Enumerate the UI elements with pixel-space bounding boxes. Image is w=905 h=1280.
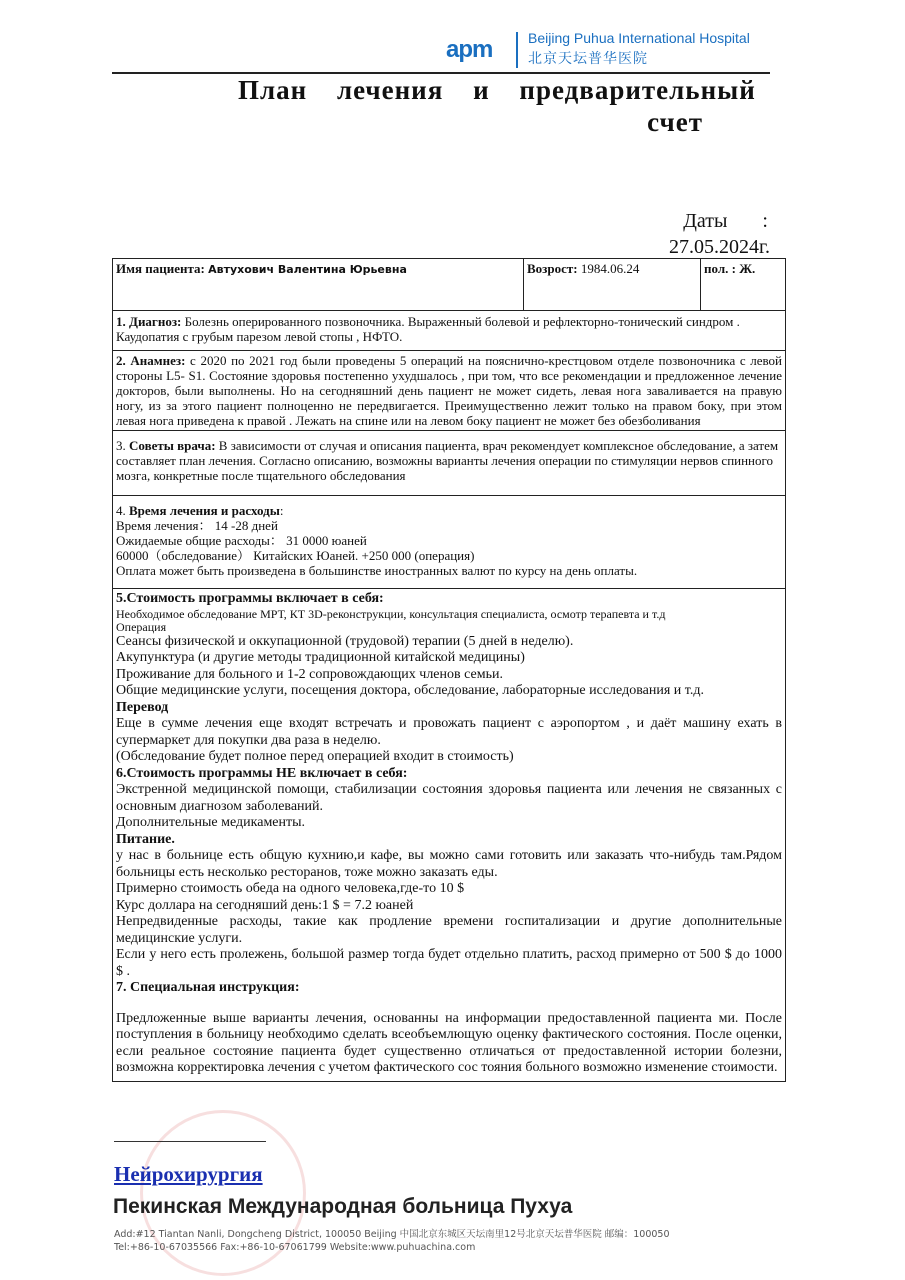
diagnosis-cell [113, 311, 786, 351]
includes-item-6: Общие медицинские услуги, посещения доктора, обследование, лабораторные исследования и т.д. [116, 683, 704, 698]
hospital-logo [446, 28, 776, 72]
advice-row [113, 431, 786, 496]
includes-item-1: Необходимое обследование МРТ, КТ 3D-реконструкции, консультация специалиста, осмотр терапевта и т.д [116, 606, 666, 621]
signature-line [114, 1141, 266, 1142]
advice-label: Советы врача: [129, 438, 216, 453]
transfer-text-2: (Обследование будет полное перед операцией входит в стоимость) [116, 749, 514, 764]
time-costs-line-3: 60000（обследование） Китайских Юаней. +250 000 (операция) [116, 548, 475, 563]
logo-name-en: Beijing Puhua International Hospital [528, 30, 750, 46]
anamnesis-label: 2. Анамнез: [116, 353, 186, 368]
diagnosis-row [113, 311, 786, 351]
patient-age-label: Возрост: [527, 261, 578, 276]
patient-name-cell [113, 259, 524, 311]
logo-mark: apm [446, 36, 493, 63]
advice-cell [113, 431, 786, 496]
footer-address: Add:#12 Tiantan Nanli, Dongcheng District, 100050 Beijing 中国北京东城区天坛南里12号北京天坛普华医院 邮编：100050 [114, 1229, 670, 1240]
time-costs-cell [113, 496, 786, 589]
includes-item-2: Операция [116, 619, 167, 634]
includes-item-5: Проживание для больного и 1-2 сопровождающих членов семьи. [116, 666, 503, 682]
footer-phone: Tel:+86-10-67035566 Fax:+86-10-67061799 Website:www.puhuachina.com [114, 1242, 476, 1253]
includes-item-3: Сеансы физической и оккупационной (трудовой) терапии (5 дней в неделю). [116, 633, 574, 649]
program-cell [113, 589, 786, 1082]
time-costs-heading: 4. Время лечения и расходы: [116, 503, 284, 518]
advice-num: 3. [116, 438, 126, 453]
food-text-4: Непредвиденные расходы, такие как продление времени госпитализации и другие дополнительные медицинские услуги. [116, 914, 782, 946]
logo-name-cn: 北京天坛普华医院 [528, 51, 648, 67]
excludes-label: 6.Стоимость программы НЕ включает в себя: [116, 765, 408, 781]
patient-name-label: Имя пациента: [116, 261, 205, 276]
time-costs-num: 4. [116, 503, 126, 518]
time-costs-line-2: Ожидаемые общие расходы： 31 0000 юаней [116, 533, 367, 548]
includes-item-4: Акупунктура (и другие методы традиционной китайской медицины) [116, 650, 525, 665]
food-text-3: Курс доллара на сегодняший день:1 $ = 7.2 юаней [116, 897, 414, 913]
time-costs-row [113, 496, 786, 589]
time-costs-label: Время лечения и расходы [129, 503, 280, 518]
department-name: Нейрохирургия [114, 1162, 263, 1186]
hospital-name-footer: Пекинская Международная больница Пухуа [113, 1195, 573, 1218]
time-costs-line-1: Время лечения： 14 -28 дней [116, 518, 278, 533]
title-line-1: План лечения и предварительный [238, 75, 756, 105]
food-text-5: Если у него есть пролежень, большой размер тогда будет отдельно платить, расход примерно от 500 $ до 1000 $ . [116, 947, 782, 979]
transfer-text-1: Еще в сумме лечения еще входят встречать и провожать пациент с аэропортом , и даёт машину ехать в супермаркет для покупки два раза в неделю. [116, 716, 782, 748]
logo-divider [516, 32, 518, 68]
patient-row [113, 259, 786, 311]
treatment-plan-table [112, 258, 786, 1082]
footer-contacts [114, 1228, 670, 1254]
diagnosis-label: 1. Диагноз: [116, 314, 182, 329]
patient-name-value: Автухович Валентина Юрьевна [208, 263, 407, 276]
excludes-item-2: Дополнительные медикаменты. [116, 815, 306, 830]
time-costs-line-4: Оплата может быть произведена в большинстве иностранных валют по курсу на день оплаты. [116, 563, 638, 578]
anamnesis-cell [113, 351, 786, 431]
date-label: Даты : [683, 210, 768, 232]
diagnosis-text: Болезнь оперированного позвоночника. Выраженный болевой и рефлекторно-тонический синдром . Каудопатия с грубым парезом левой стопы , НФТО. [116, 314, 740, 344]
patient-age-cell [524, 259, 701, 311]
patient-sex-cell [701, 259, 786, 311]
transfer-label: Перевод [116, 699, 169, 715]
document-title [238, 74, 773, 138]
food-label: Питание. [116, 831, 175, 847]
patient-age-value: 1984.06.24 [580, 261, 640, 276]
food-text-1: у нас в больнице есть общую кухнию,и кафе, вы можно сами готовить или заказать что-нибудь там.Рядом больницы есть несколько ресторанов, тоже можно заказать еды. [116, 848, 782, 880]
special-label: 7. Специальная инструкция: [116, 980, 300, 995]
includes-label: 5.Стоимость программы включает в себя: [116, 591, 384, 606]
date-value: 27.05.2024г. [669, 236, 770, 258]
food-text-2: Примерно стоимость обеда на одного человека,где-то 10 $ [116, 881, 465, 896]
excludes-item-1: Экстренной медицинской помощи, стабилизации состояния здоровья пациента или лечения не связанных с основным диагнозом заболеваний. [116, 782, 782, 814]
anamnesis-text: с 2020 по 2021 год были проведены 5 операций на пояснично-крестцовом отделе позвоночника с левой стороны L5- S1. Состояние здоровья постепенно ухудшалось , при том, что все рекомендации и предложенное лечение докторов, были выполнены. Но на сегодняшний день пациент не может сидеть, левая нога заваливается на правую ногу, из за этого пациент полноценно не передвигается. Преимущественно лежит только на правом боку, при этом левая нога приведена к правой . Лежать на спине или на левом боку пациент не может без обезболивания [116, 353, 783, 428]
document-date [600, 208, 770, 260]
program-row [113, 589, 786, 1082]
anamnesis-row [113, 351, 786, 431]
special-text: Предложенные выше варианты лечения, основанны на информации предоставленной пациента ми. После поступления в больницу необходимо сделать всеобъемлющую оценку фактического состояния. После оценки, если реальное состояние пациента будет существенно отличаться от предоставленной истории болезни, возможна корректировка лечения с учетом фактического сос тояния больного возможно изменение стоимости. [116, 1010, 782, 1075]
patient-sex-label: пол. : Ж. [704, 261, 756, 276]
advice-text: В зависимости от случая и описания пациента, врач рекомендует комплексное обследование, а затем составляет план лечения. Согласно описанию, возможны варианты лечения операции по стимуляции нервов спинного мозга, конкретные после тщательного обследования [116, 438, 779, 483]
title-line-2: счет [647, 107, 703, 137]
